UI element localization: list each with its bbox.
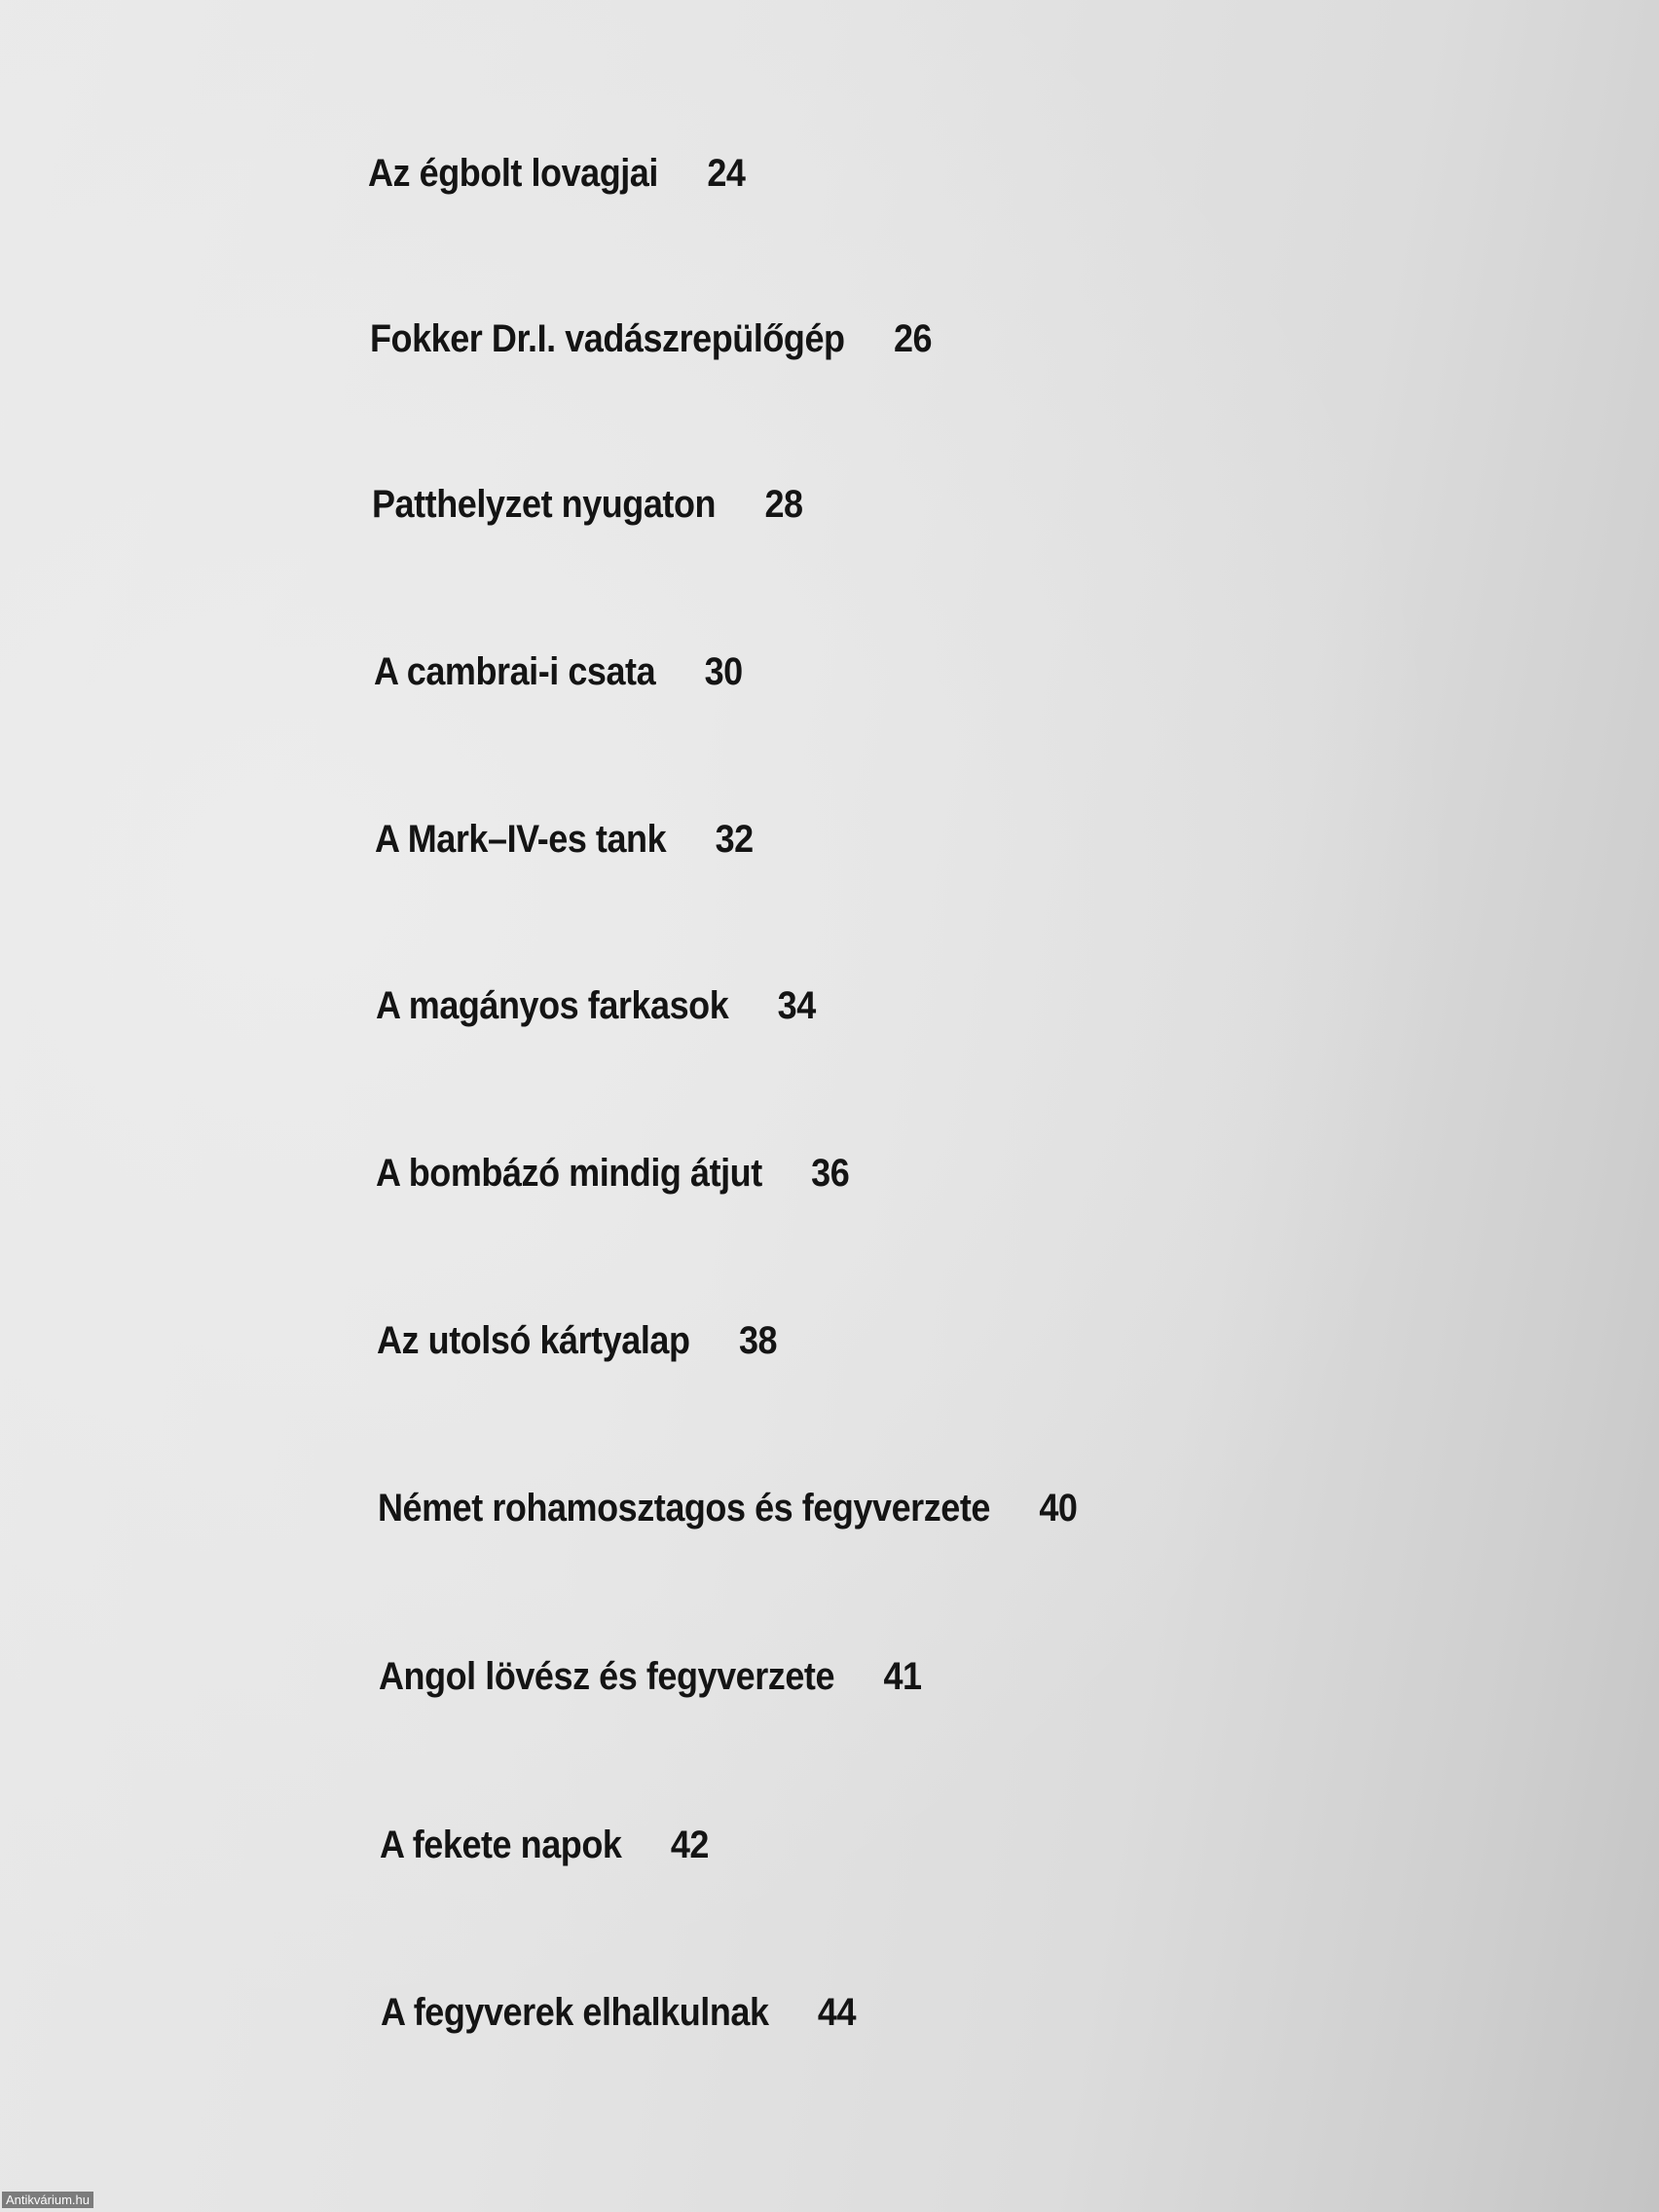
toc-entry — [381, 1991, 856, 2035]
toc-entry-title: A cambrai-i csata — [374, 650, 656, 693]
toc-entry — [378, 1487, 1077, 1530]
toc-entry-page-number: 32 — [715, 818, 754, 861]
toc-entry — [375, 818, 754, 862]
toc-entry — [377, 1319, 777, 1363]
toc-entry-page-number: 34 — [777, 984, 816, 1027]
toc-entry — [370, 317, 932, 361]
toc-entry-title: Fokker Dr.I. vadászrepülőgép — [370, 317, 845, 360]
toc-entry — [376, 984, 816, 1028]
toc-entry-page-number: 44 — [817, 1991, 857, 2034]
toc-entry — [372, 483, 803, 527]
toc-entry-title: Patthelyzet nyugaton — [372, 483, 717, 526]
toc-entry-page-number: 24 — [707, 152, 746, 195]
toc-entry — [380, 1824, 709, 1867]
toc-entry-title: A fekete napok — [380, 1824, 622, 1866]
toc-entry-page-number: 40 — [1039, 1487, 1078, 1530]
toc-entry-title: A Mark–IV-es tank — [375, 818, 667, 861]
toc-entry-title: Az utolsó kártyalap — [377, 1319, 690, 1362]
toc-entry-title: Angol lövész és fegyverzete — [379, 1655, 835, 1698]
toc-entry-title: Német rohamosztagos és fegyverzete — [378, 1487, 990, 1530]
toc-entry-page-number: 36 — [811, 1152, 850, 1195]
toc-entry — [374, 650, 743, 694]
toc-entry-page-number: 42 — [670, 1824, 709, 1866]
toc-entry-page-number: 28 — [764, 483, 803, 526]
toc-entry-page-number: 41 — [883, 1655, 922, 1698]
toc-entry-title: A fegyverek elhalkulnak — [381, 1991, 769, 2034]
toc-entry — [368, 152, 745, 196]
toc-entry — [376, 1152, 849, 1196]
toc-entry-page-number: 30 — [704, 650, 743, 693]
toc-entry-page-number: 38 — [738, 1319, 778, 1362]
toc-entry-title: A magányos farkasok — [376, 984, 729, 1027]
toc-entry-title: A bombázó mindig átjut — [376, 1152, 762, 1195]
toc-entry-page-number: 26 — [893, 317, 933, 360]
toc-entry-title: Az égbolt lovagjai — [368, 152, 658, 195]
toc-entry — [379, 1655, 922, 1699]
watermark: Antikvárium.hu — [2, 2192, 93, 2208]
